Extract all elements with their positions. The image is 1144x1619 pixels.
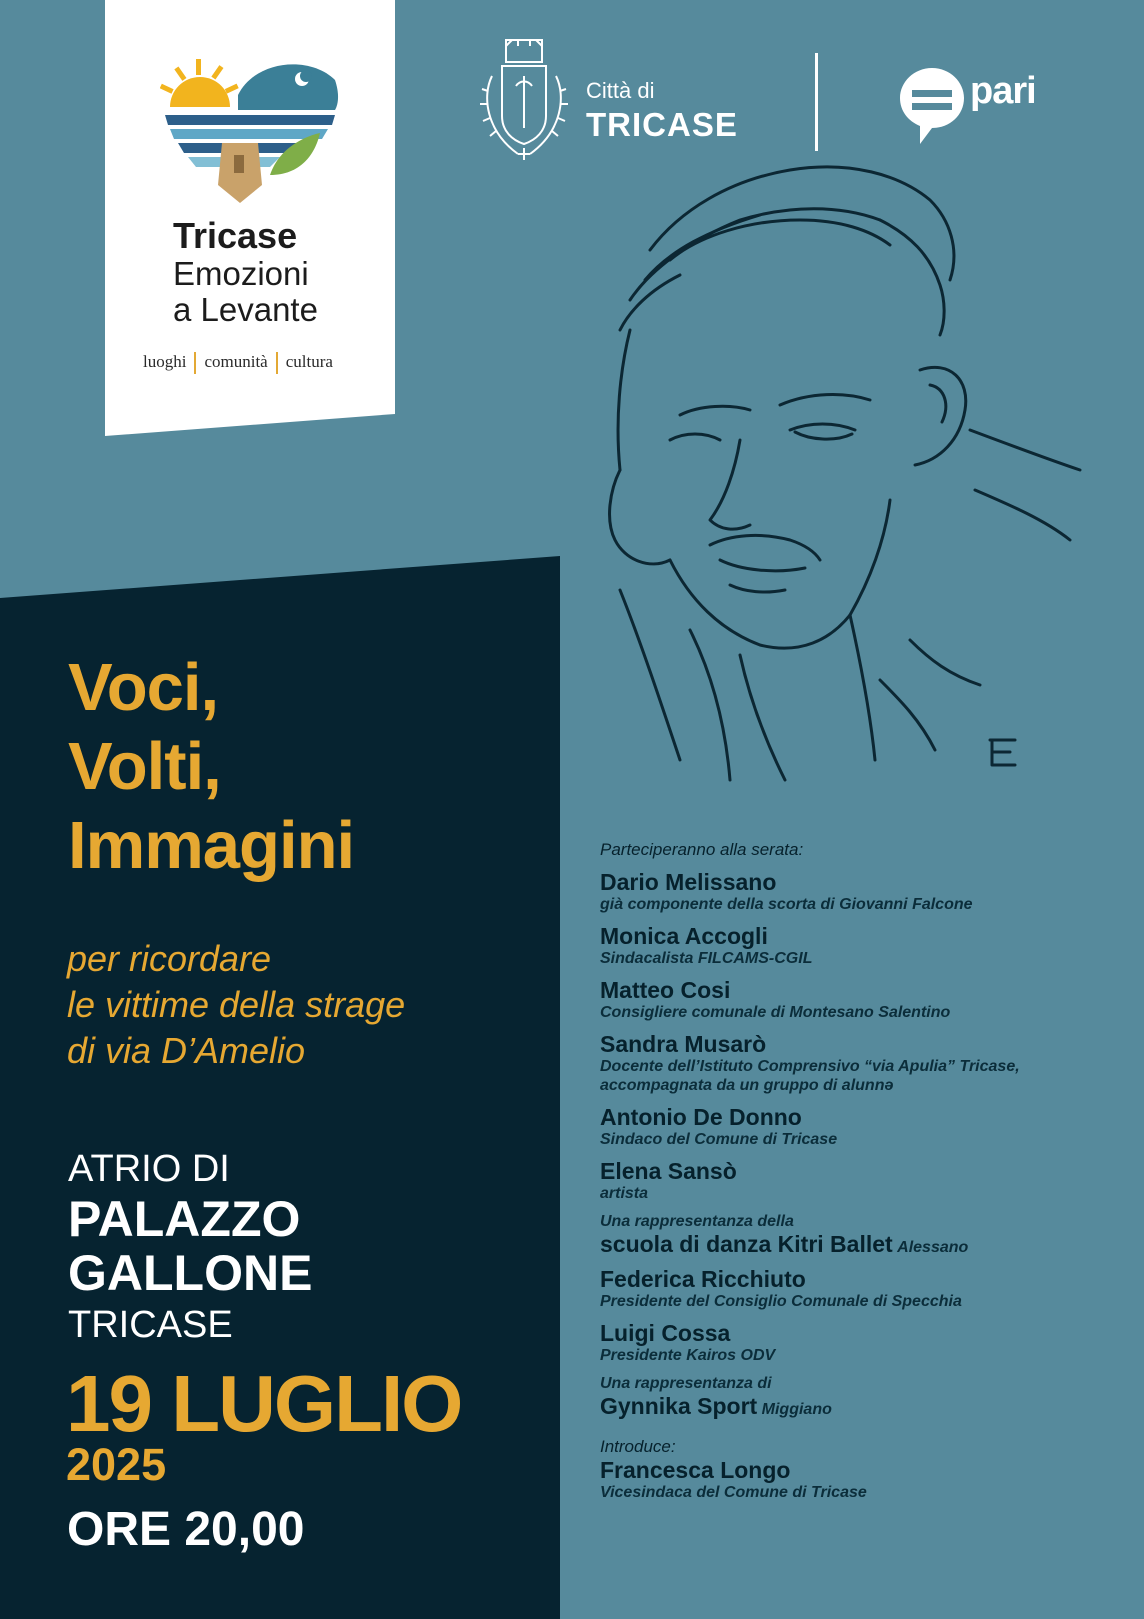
event-title xyxy=(68,648,354,885)
tag-separator xyxy=(276,352,278,374)
tag-comunita: comunità xyxy=(204,352,268,371)
logo-title-line2: Emozioni xyxy=(173,255,309,292)
pari-wordmark: pari xyxy=(970,70,1036,112)
participant-name: Antonio De Donno xyxy=(600,1104,802,1130)
participant-name: Monica Accogli xyxy=(600,923,768,949)
participant-place: Alessano xyxy=(897,1239,969,1256)
venue-line4: TRICASE xyxy=(68,1304,233,1346)
participant-role: Sindacalista FILCAMS-CGIL xyxy=(600,950,813,967)
participant xyxy=(600,977,1130,1022)
participant xyxy=(600,1374,1130,1419)
date-day-month: 19 LUGLIO xyxy=(66,1359,462,1448)
participant-role: Docente dell’Istituto Comprensivo “via Apulia” Tricase, xyxy=(600,1058,1020,1075)
participant xyxy=(600,1266,1130,1311)
subtitle-line1: per ricordare xyxy=(67,938,272,979)
participant-role: Sindaco del Comune di Tricase xyxy=(600,1131,838,1148)
participants-list xyxy=(600,840,1130,1502)
logo-tagline xyxy=(143,352,333,374)
participants-intro: Parteciperanno alla serata: xyxy=(600,840,804,859)
participant-name: Luigi Cossa xyxy=(600,1320,731,1346)
introduce-label: Introduce: xyxy=(600,1437,676,1456)
logo-title-line3: a Levante xyxy=(173,291,318,328)
participant-role: già componente della scorta di Giovanni Falcone xyxy=(600,896,973,913)
tricase-emozioni-logo xyxy=(105,0,395,436)
participant-prefix: Una rappresentanza della xyxy=(600,1213,794,1230)
title-line1: Voci, xyxy=(68,650,219,725)
introducer-role: Vicesindaca del Comune di Tricase xyxy=(600,1484,867,1501)
participant-role: Presidente Kairos ODV xyxy=(600,1347,776,1364)
event-subtitle xyxy=(67,936,405,1074)
subtitle-line3: di via D’Amelio xyxy=(67,1030,306,1071)
participant-name: Sandra Musarò xyxy=(600,1031,767,1057)
participant xyxy=(600,1031,1130,1095)
title-line2: Volti, xyxy=(68,729,221,804)
participant xyxy=(600,923,1130,968)
participant xyxy=(600,1320,1130,1365)
participant-name: Federica Ricchiuto xyxy=(600,1266,806,1292)
participant xyxy=(600,1158,1130,1203)
participant-name: Dario Melissano xyxy=(600,869,777,895)
title-line3: Immagini xyxy=(68,808,355,883)
participant-place: Miggiano xyxy=(761,1401,832,1418)
tag-luoghi: luoghi xyxy=(143,352,187,371)
tag-cultura: cultura xyxy=(285,352,333,371)
participant-role-continued: accompagnata da un gruppo di alunnə xyxy=(600,1077,894,1094)
participant xyxy=(600,1212,1130,1257)
participant xyxy=(600,1104,1130,1149)
introducer-name: Francesca Longo xyxy=(600,1457,791,1483)
venue-line1: ATRIO DI xyxy=(68,1148,230,1190)
participant-name: scuola di danza Kitri Ballet xyxy=(600,1231,893,1257)
participant-role: Consigliere comunale di Montesano Salentino xyxy=(600,1004,951,1021)
event-venue xyxy=(68,1150,312,1344)
event-date xyxy=(66,1359,462,1490)
venue-line3: GALLONE xyxy=(68,1245,313,1301)
participant xyxy=(600,869,1130,914)
logo-title xyxy=(173,215,318,328)
city-crest-icon xyxy=(478,36,570,162)
participant-name: Gynnika Sport xyxy=(600,1393,758,1419)
participant-role: Presidente del Consiglio Comunale di Specchia xyxy=(600,1293,962,1310)
participant-name: Elena Sansò xyxy=(600,1158,737,1184)
tag-separator xyxy=(194,352,196,374)
citta-label: Città di xyxy=(586,78,655,103)
participant-name: Matteo Cosi xyxy=(600,977,731,1003)
header-divider xyxy=(815,53,818,151)
venue-line2: PALAZZO xyxy=(68,1191,301,1247)
participant-prefix: Una rappresentanza di xyxy=(600,1375,772,1392)
portrait-sketch xyxy=(590,160,1130,810)
heart-landscape-icon xyxy=(160,55,340,205)
introducer xyxy=(600,1437,1130,1502)
subtitle-line2: le vittime della strage xyxy=(67,984,406,1025)
date-year: 2025 xyxy=(66,1439,167,1490)
event-time: ORE 20,00 xyxy=(67,1503,305,1556)
citta-di-tricase xyxy=(586,78,738,144)
citta-name: TRICASE xyxy=(586,106,738,143)
participant-role: artista xyxy=(600,1185,649,1202)
logo-title-line1: Tricase xyxy=(173,215,298,256)
